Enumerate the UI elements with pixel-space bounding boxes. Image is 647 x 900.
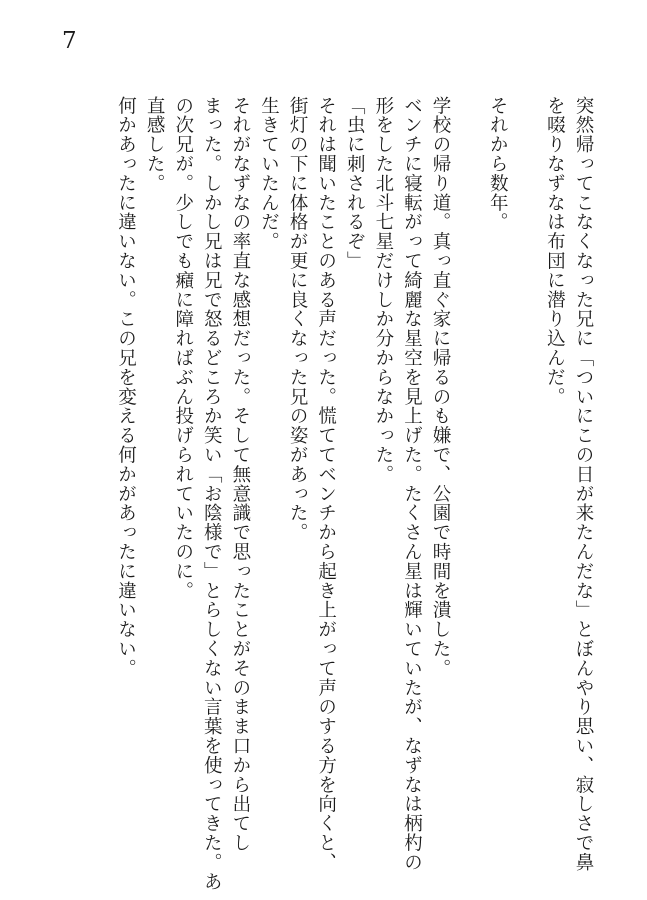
text-line: 形をした北斗七星だけしか分からなかった。	[372, 96, 394, 484]
text-line: ベンチに寝転がって綺麗な星空を見上げた。たくさん星は輝いていたが、なずなは柄杓の	[401, 96, 423, 872]
text-line: それがなずなの率直な感想だった。そして無意識で思ったことがそのまま口から出てし	[229, 96, 251, 853]
text-line: 突然帰ってこなくなった兄に「ついにこの日が来たんだな」とぼんやり思い、寂しさで鼻	[573, 96, 594, 872]
text-line: 何かあったに違いない。この兄を変える何かがあったに違いない。	[115, 96, 137, 678]
page-number: 7	[62, 28, 77, 54]
text-line: 街灯の下に体格が更に良くなった兄の姿があった。	[287, 96, 309, 543]
text-line: まった。しかし兄は兄で怒るどころか笑い「お陰様で」とらしくない言葉を使ってきた。あ	[201, 96, 223, 892]
text-line: 直感した。	[144, 96, 166, 193]
text-line: それから数年。	[487, 96, 509, 232]
text-line: の次兄が。少しでも癪に障ればぶん投げられていたのに。	[172, 96, 194, 601]
text-line: それは聞いたことのある声だった。慌ててベンチから起き上がって声のする方を向くと、	[315, 96, 337, 872]
text-line: 生きていたんだ。	[258, 96, 280, 252]
text-line: 学校の帰り道。真っ直ぐ家に帰るのも嫌で、公園で時間を潰した。	[430, 96, 452, 678]
novel-text	[111, 96, 597, 892]
blank-line	[511, 96, 540, 836]
blank-line	[454, 96, 483, 836]
text-line: を啜りなずなは布団に潜り込んだ。	[544, 96, 566, 407]
text-line: 「虫に刺されるぞ」	[344, 96, 366, 271]
